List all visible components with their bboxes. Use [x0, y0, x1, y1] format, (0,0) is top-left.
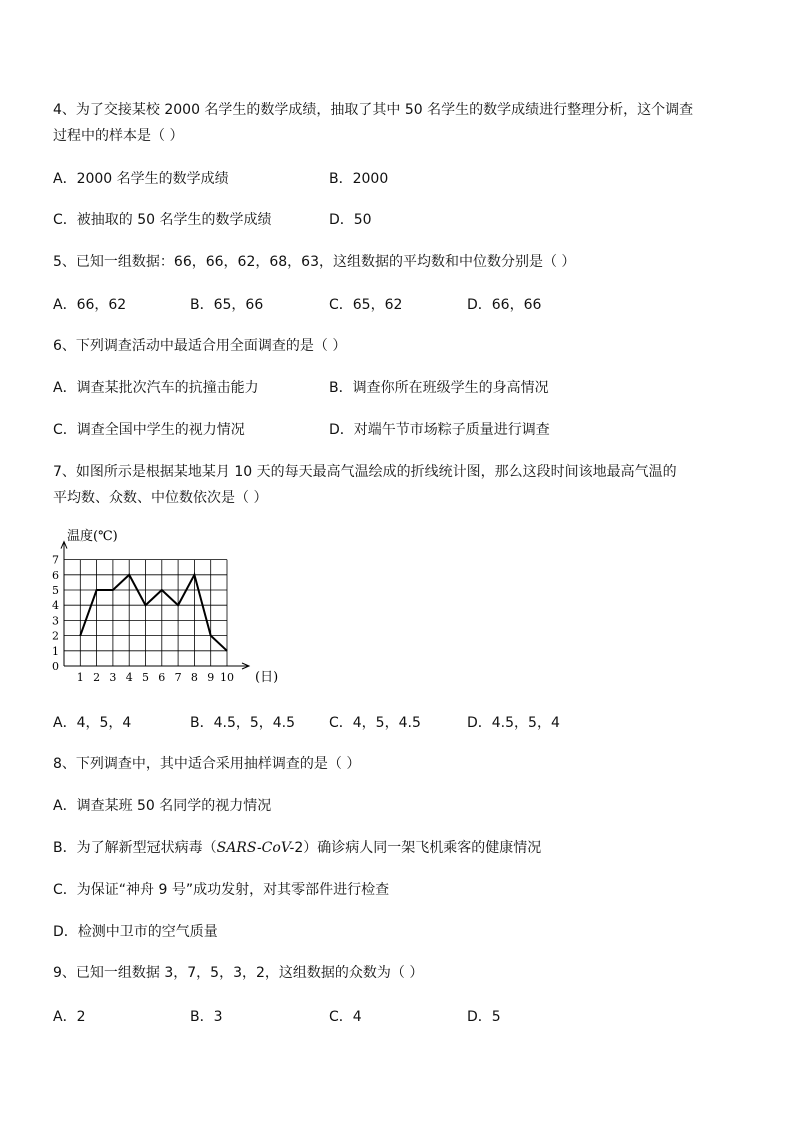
q6-option-a: A．调查某批次汽车的抗撞击能力 [53, 380, 259, 396]
x-tick-label: 9 [207, 671, 215, 684]
y-tick-label: 0 [52, 660, 59, 673]
q4-option-c: C．被抽取的 50 名学生的数学成绩 [53, 212, 272, 228]
q4-stem-line1: 4、为了交接某校 2000 名学生的数学成绩，抽取了其中 50 名学生的数学成绩进行整理分析，这个调查 [53, 102, 694, 118]
x-tick-label: 8 [190, 671, 198, 684]
q6-option-b: B．调查你所在班级学生的身高情况 [329, 380, 549, 396]
q7-option-d: D．4.5，5，4 [467, 715, 560, 731]
q4-option-d: D．50 [329, 212, 372, 228]
q8-option-b-italic: SARS-CoV- [216, 840, 295, 856]
q8-option-d: D．检测中卫市的空气质量 [53, 924, 218, 940]
q9-option-c: C．4 [329, 1009, 362, 1025]
x-axis-label: (日) [255, 670, 279, 685]
x-tick-label: 2 [93, 671, 101, 684]
q7-option-b: B．4.5，5，4.5 [190, 715, 296, 731]
q7-option-c: C．4，5，4.5 [329, 715, 421, 731]
q4-option-b: B．2000 [329, 171, 389, 187]
q4-option-a: A．2000 名学生的数学成绩 [53, 171, 229, 187]
y-tick-label: 6 [52, 568, 59, 582]
q6-option-d: D．对端午节市场粽子质量进行调查 [329, 422, 550, 438]
q9-option-b: B．3 [190, 1009, 223, 1025]
q4-stem-line2: 过程中的样本是（ ） [53, 128, 184, 144]
q6-option-c: C．调查全国中学生的视力情况 [53, 422, 245, 438]
q8-option-a: A．调查某班 50 名同学的视力情况 [53, 798, 272, 814]
q8-option-b [53, 839, 541, 857]
q5-option-b: B．65，66 [190, 297, 264, 313]
q5-option-c: C．65，62 [329, 297, 403, 313]
x-tick-label: 6 [158, 671, 166, 684]
y-tick-label: 2 [52, 629, 59, 643]
q8-option-b-pre: B．为了解新型冠状病毒（ [53, 840, 217, 856]
y-tick-label: 3 [52, 614, 59, 628]
temperature-line-chart [50, 525, 290, 695]
x-tick-label: 1 [76, 671, 84, 684]
y-tick-label: 4 [52, 599, 59, 613]
series-line [80, 575, 227, 651]
y-tick-label: 7 [52, 553, 59, 567]
x-tick-label: 3 [109, 671, 117, 684]
q7-stem-line2: 平均数、众数、中位数依次是（ ） [53, 490, 268, 506]
y-tick-label: 5 [52, 584, 59, 597]
q8-stem: 8、下列调查中，其中适合采用抽样调查的是（ ） [53, 756, 361, 772]
q7-stem-line1: 7、如图所示是根据某地某月 10 天的每天最高气温绘成的折线统计图，那么这段时间该地最高气温的 [53, 464, 677, 480]
q7-option-a: A．4，5，4 [53, 715, 132, 731]
q5-stem: 5、已知一组数据：66，66，62，68，63，这组数据的平均数和中位数分别是（ ） [53, 254, 576, 270]
x-tick-label: 4 [125, 671, 133, 684]
q6-stem: 6、下列调查活动中最适合用全面调查的是（ ） [53, 338, 347, 354]
x-tick-label: 7 [174, 671, 182, 684]
q9-option-d: D．5 [467, 1009, 501, 1025]
x-tick-label: 10 [220, 671, 234, 684]
q5-option-a: A．66，62 [53, 297, 127, 313]
q5-option-d: D．66，66 [467, 297, 542, 313]
y-tick-label: 1 [52, 644, 59, 658]
q8-option-c: C．为保证“神舟 9 号”成功发射，对其零部件进行检查 [53, 882, 390, 898]
x-tick-label: 5 [142, 671, 149, 684]
q9-option-a: A．2 [53, 1009, 86, 1025]
q8-option-b-post: 2）确诊病人同一架飞机乘客的健康情况 [294, 840, 542, 856]
q9-stem: 9、已知一组数据 3，7，5，3，2，这组数据的众数为（ ） [53, 965, 424, 981]
y-axis-label: 温度(℃) [67, 529, 118, 544]
